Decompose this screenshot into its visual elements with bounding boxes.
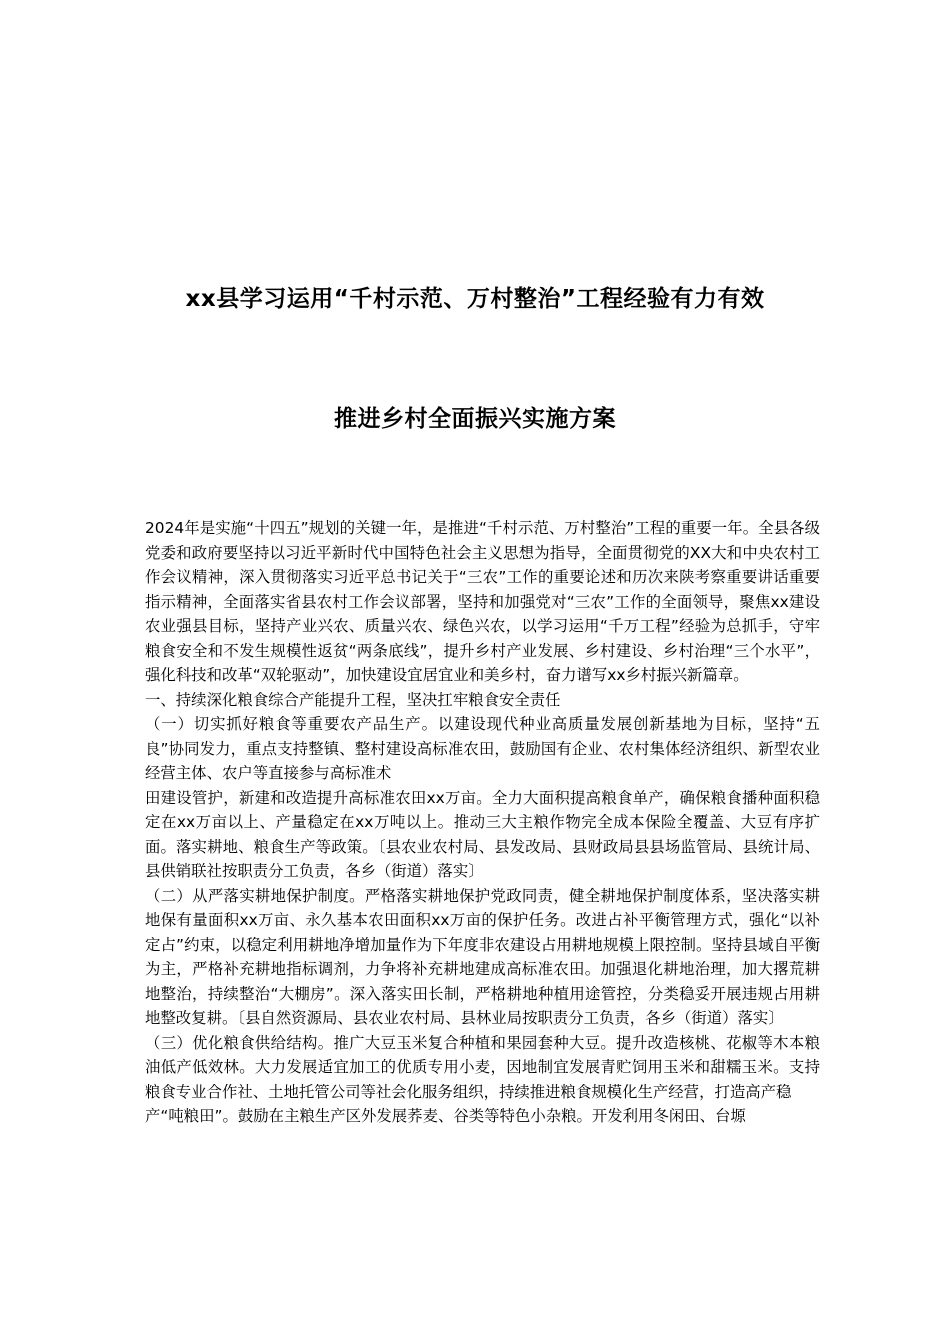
subsection-3-paragraph: （三）优化粮食供给结构。推广大豆玉米复合种植和果园套种大豆。提升改造核桃、花椒等木本粮油低产低效林。大力发展适宜加工的优质专用小麦，因地制宜发展青贮饲用玉米和甜糯玉米。支持粮食专业合作社、土地托管公司等社会化服务组织，持续推进粮食规模化生产经营，打造高产稳 bbox=[145, 1033, 820, 1101]
subsection-2-paragraph: （二）从严落实耕地保护制度。严格落实耕地保护党政同责，健全耕地保护制度体系，坚决落实耕地保有量面积xx万亩、永久基本农田面积xx万亩的保护任务。改进占补平衡管理方式，强化“以补定占”约束，以稳定利用耕地净增加量作为下年度非农建设占用耕地规模上限控制。坚持县域自平衡为主，严格补充耕地指标调剂，力争将补充耕地建成高标准农田。加强退化耕地治理，加大撂荒耕地整治，持续整治“大棚房”。深入落实田长制，严格耕地种植用途管控，分类稳妥开展违规占用耕地整改复耕。〔县自然资源局、县农业农村局、县林业局按职责分工负责，各乡（街道）落实〕 bbox=[145, 886, 820, 1027]
document-title-line-2: 推进乡村全面振兴实施方案 bbox=[334, 406, 616, 432]
intro-paragraph: 2024年是实施“十四五”规划的关键一年，是推进“千村示范、万村整治”工程的重要一年。全县各级党委和政府要坚持以习近平新时代中国特色社会主义思想为指导，全面贯彻党的XX大和中央农村工作会议精神，深入贯彻落实习近平总书记关于“三农”工作的重要论述和历次来陕考察重要讲话重要指示精神，全面落实省县农村工作会议部署，坚持和加强党对“三农”工作的全面领导，聚焦xx建设农业强县目标，坚持产业兴农、质量兴农、绿色兴农，以学习运用“千万工程”经验为总抓手，守牢粮食安全和不发生规模性返贫“两条底线”，提升乡村产业发展、乡村建设、乡村治理“三个水平”，强化科技和改革“双轮驱动”，加快建设宜居宜业和美乡村，奋力谱写xx乡村振兴新篇章。 bbox=[145, 519, 820, 684]
subsection-1-continued-paragraph: 田建设管护，新建和改造提升高标准农田xx万亩。全力大面积提高粮食单产，确保粮食播种面积稳定在xx万亩以上、产量稳定在xx万吨以上。推动三大主粮作物完全成本保险全覆盖、大豆有序扩面。落实耕地、粮食生产等政策。〔县农业农村局、县发改局、县财政局县县场监管局、县统计局、县供销联社按职责分工负责，各乡（街道）落实〕 bbox=[145, 788, 820, 880]
subsection-3-continued-paragraph: 产“吨粮田”。鼓励在主粮生产区外发展荞麦、谷类等特色小杂粮。开发利用冬闲田、台塬 bbox=[145, 1107, 746, 1125]
section-heading-1: 一、持续深化粮食综合产能提升工程，坚决扛牢粮食安全责任 bbox=[145, 690, 561, 709]
document-title-line-1: xx县学习运用“千村示范、万村整治”工程经验有力有效 bbox=[185, 286, 765, 312]
subsection-1-paragraph: （一）切实抓好粮食等重要农产品生产。以建设现代种业高质量发展创新基地为目标，坚持“五良”协同发力，重点支持整镇、整村建设高标准农田，鼓励国有企业、农村集体经济组织、新型农业经营主体、农户等直接参与高标准术 bbox=[145, 715, 820, 782]
document-body bbox=[145, 516, 820, 1129]
